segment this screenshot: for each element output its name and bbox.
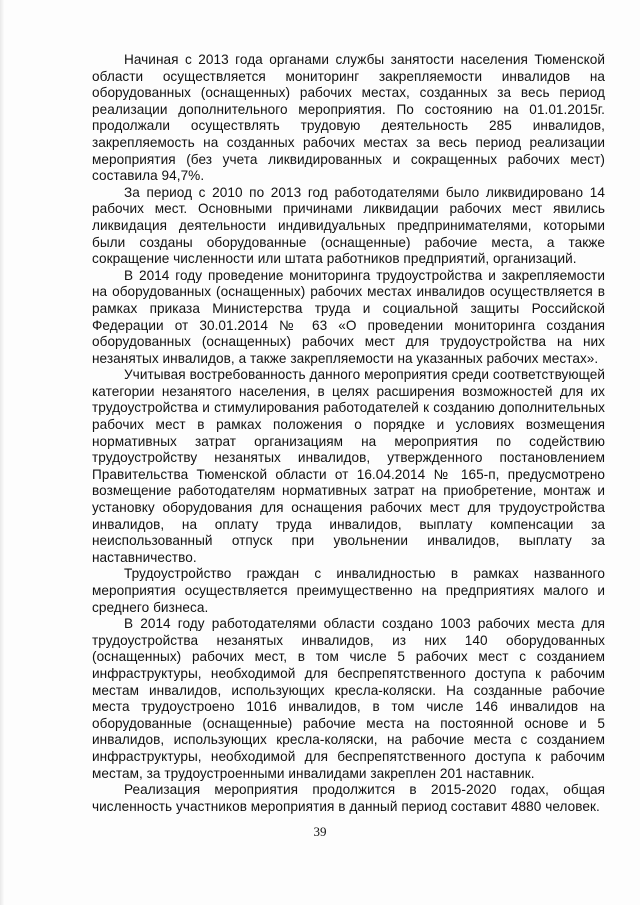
paragraph-2014-monitoring: В 2014 году проведение мониторинга трудоустройства и закрепляемости на оборудованных (оснащенных) рабочих местах инвалидов осуществляется в рамках приказа Министерства труда и социальной защиты Российской Федерации от 30.01.2014 № 63 «О проведении мониторинга создания оборудованных (оснащенных) рабочих мест для трудоустройства на них незанятых инвалидов, а также закрепляемости на указанных рабочих местах». [92,267,605,366]
page-number: 39 [313,824,327,839]
page-edge-shadow [0,0,4,905]
paragraph-liquidation: За период с 2010 по 2013 год работодателями было ликвидировано 14 рабочих мест. Основными причинами ликвидации рабочих мест явились ликвидация деятельности индивидуальных предпринимателями, которыми были созданы оборудованные (оснащенные) рабочие места, а также сокращение численности или штата работников предприятий, организаций. [92,184,605,267]
paragraph-compensation: Учитывая востребованность данного мероприятия среди соответствующей категории незанятого населения, в целях расширения возможностей для их трудоустройства и стимулирования работодателей к созданию дополнительных рабочих мест в рамках положения о порядке и условиях возмещения нормативных затрат организациям на мероприятия по содействию трудоустройству незанятых инвалидов, утвержденного постановлением Правительства Тюменской области от 16.04.2014 № 165-п, предусмотрено возмещение работодателям нормативных затрат на приобретение, монтаж и установку оборудования для оснащения рабочих мест для трудоустройства инвалидов, на оплату труда инвалидов, выплату компенсации за неиспользованный отпуск при увольнении инвалидов, выплату за наставничество. [92,367,605,565]
paragraph-monitoring: Начиная с 2013 года органами службы занятости населения Тюменской области осуществляется мониторинг закрепляемости инвалидов на оборудованных (оснащенных) рабочих местах, созданных за весь период реализации дополнительного мероприятия. По состоянию на 01.01.2015г. продолжали осуществлять трудовую деятельность 285 инвалидов, закрепляемость на созданных рабочих местах за весь период реализации мероприятия (без учета ликвидированных и сокращенных рабочих мест) составила 94,7%. [92,52,605,184]
paragraph-2014-results: В 2014 году работодателями области создано 1003 рабочих места для трудоустройства незанятых инвалидов, из них 140 оборудованных (оснащенных) рабочих мест, в том числе 5 рабочих мест с созданием инфраструктуры, необходимой для беспрепятственного доступа к рабочим местам инвалидов, использующих кресла-коляски. На созданные рабочие места трудоустроено 1016 инвалидов, в том числе 146 инвалидов на оборудованные (оснащенные) рабочие места на постоянной основе и 5 инвалидов, использующих кресла-коляски, на рабочие места с созданием инфраструктуры, необходимой для беспрепятственного доступа к рабочим местам, за трудоустроенными инвалидами закреплен 201 наставник. [92,616,605,781]
paragraph-small-business: Трудоустройство граждан с инвалидностью в рамках названного мероприятия осуществляется преимущественно на предприятиях малого и среднего бизнеса. [92,566,605,615]
body-text [92,52,605,815]
paragraph-2015-2020: Реализация мероприятия продолжится в 2015-2020 годах, общая численность участников мероприятия в данный период составит 4880 человек. [92,782,605,814]
